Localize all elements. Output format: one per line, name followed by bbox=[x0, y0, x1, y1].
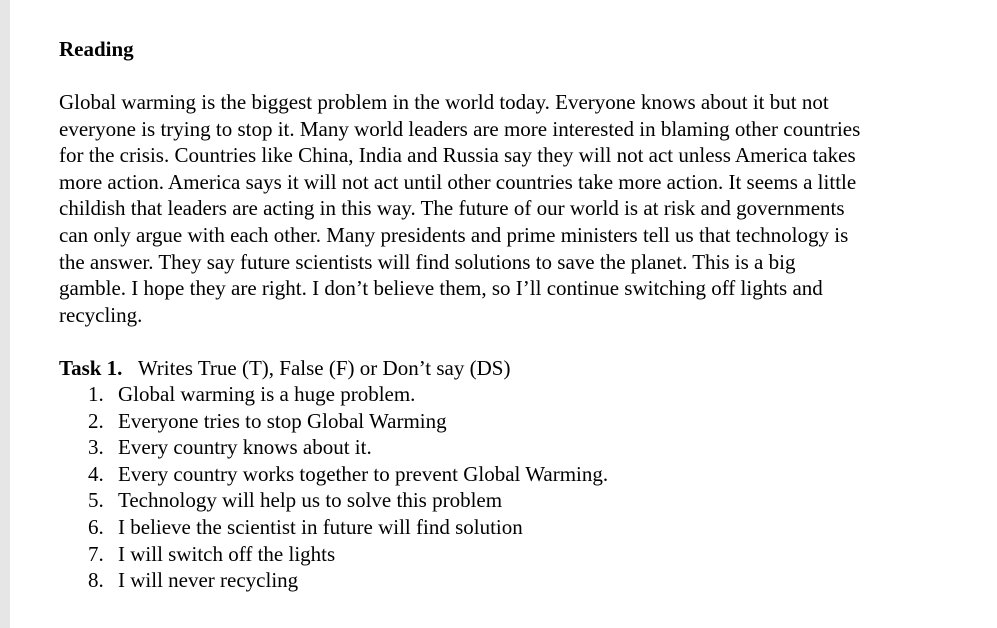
item-number: 6. bbox=[88, 514, 104, 539]
task-title bbox=[59, 355, 510, 381]
list-item bbox=[88, 567, 608, 594]
list-item bbox=[88, 408, 608, 435]
item-text: I believe the scientist in future will find solution bbox=[118, 514, 523, 539]
item-number: 1. bbox=[88, 382, 104, 406]
item-text: Everyone tries to stop Global Warming bbox=[118, 408, 447, 433]
item-text: I will never recycling bbox=[118, 568, 299, 593]
passage-line: childish that leaders are acting in this way. The future of our world is at risk and governments bbox=[59, 196, 845, 221]
passage-line: recycling. bbox=[59, 302, 143, 327]
passage-line: gamble. I hope they are right. I don’t believe them, so I’ll continue switching off lights and bbox=[59, 276, 823, 301]
item-text: Technology will help us to solve this problem bbox=[118, 488, 503, 513]
passage-line: for the crisis. Countries like China, India and Russia say they will not act unless America takes bbox=[59, 143, 856, 168]
task-instruction: Writes True (T), False (F) or Don’t say (DS) bbox=[137, 356, 511, 380]
item-number: 5. bbox=[88, 488, 104, 513]
item-text: Every country works together to prevent Global Warming. bbox=[118, 461, 609, 486]
list-item bbox=[88, 487, 608, 514]
list-item bbox=[88, 434, 608, 461]
item-text: Every country knows about it. bbox=[118, 435, 372, 460]
item-text: I will switch off the lights bbox=[118, 541, 336, 566]
passage-line: everyone is trying to stop it. Many world leaders are more interested in blaming other countries bbox=[59, 116, 861, 141]
list-item bbox=[88, 381, 608, 408]
document-page bbox=[10, 0, 997, 628]
item-text: Global warming is a huge problem. bbox=[118, 382, 416, 406]
reading-passage bbox=[59, 89, 954, 328]
list-item bbox=[88, 461, 608, 488]
passage-line: can only argue with each other. Many presidents and prime ministers tell us that technology is bbox=[59, 222, 849, 247]
passage-line: more action. America says it will not act until other countries take more action. It seems a little bbox=[59, 169, 857, 194]
task-label: Task 1. bbox=[59, 356, 123, 380]
item-number: 7. bbox=[88, 541, 104, 566]
item-number: 8. bbox=[88, 568, 104, 593]
item-number: 3. bbox=[88, 435, 104, 460]
passage-line: Global warming is the biggest problem in the world today. Everyone knows about it but not bbox=[59, 90, 829, 114]
list-item bbox=[88, 541, 608, 568]
item-number: 2. bbox=[88, 408, 104, 433]
task-list bbox=[88, 381, 608, 594]
passage-line: the answer. They say future scientists will find solutions to save the planet. This is a big bbox=[59, 249, 796, 274]
section-heading: Reading bbox=[59, 37, 134, 61]
list-item bbox=[88, 514, 608, 541]
item-number: 4. bbox=[88, 461, 104, 486]
